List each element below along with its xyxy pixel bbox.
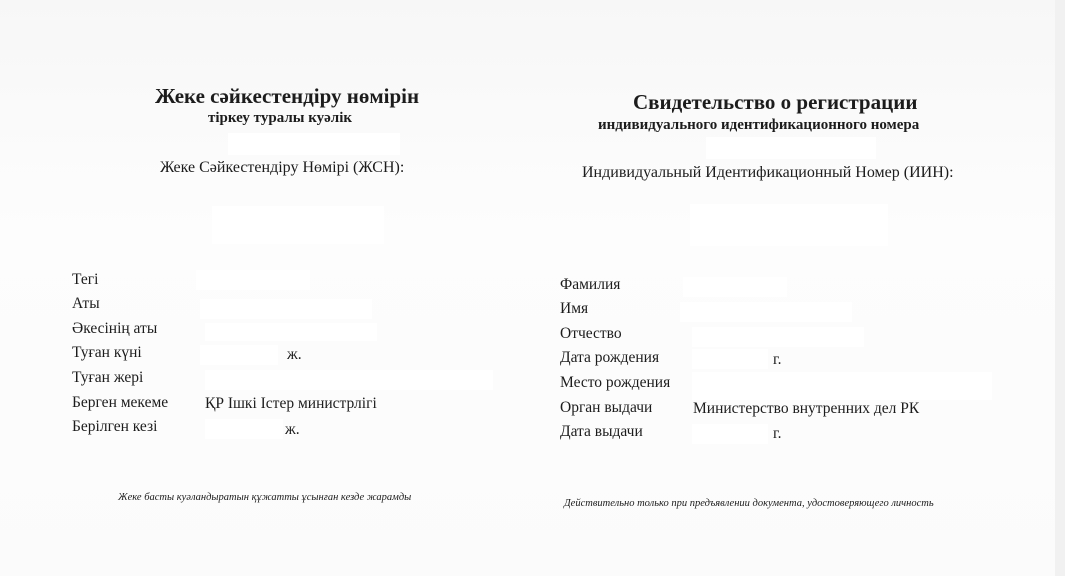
ru-label-patronymic: Отчество (560, 325, 622, 342)
ru-redaction-header (706, 137, 876, 159)
ru-label-birth-place: Место рождения (560, 374, 671, 391)
kk-label-birth-place: Туған жері (72, 369, 144, 386)
kk-issue-date-redaction (205, 419, 283, 439)
kk-label-issue-date: Берілген кезі (72, 418, 158, 435)
ru-label-issue-date: Дата выдачи (560, 423, 643, 440)
kk-surname-redaction (196, 270, 310, 290)
ru-name-redaction (680, 302, 852, 322)
kk-issuer-value: ҚР Ішкі Істер министрлігі (205, 395, 377, 412)
ru-birth-date-redaction (692, 349, 768, 369)
kk-label-issuer: Берген мекеме (72, 394, 169, 411)
kk-label-patronymic: Әкесінің аты (72, 320, 158, 337)
kk-label-surname: Тегі (72, 271, 99, 288)
kk-number-redaction (212, 206, 384, 244)
ru-issue-date-suffix: г. (773, 425, 782, 442)
kk-title: Жеке сәйкестендіру нөмірін (155, 84, 420, 108)
ru-subtitle: индивидуального идентификационного номера (598, 117, 920, 133)
ru-surname-redaction (683, 277, 787, 297)
kk-label-name: Аты (72, 295, 100, 312)
kk-number-label: Жеке Сәйкестендіру Нөмірі (ЖСН): (160, 159, 405, 176)
kk-redaction-header (228, 133, 400, 155)
kk-birth-place-redaction (205, 370, 493, 390)
kk-validity-note: Жеке басты куәландыратын құжатты ұсынған кезде жарамды (118, 492, 412, 503)
ru-label-birth-date: Дата рождения (560, 349, 660, 366)
kk-name-redaction (200, 299, 372, 319)
kk-patronymic-redaction (205, 323, 377, 341)
kk-label-birth-date: Туған күні (72, 344, 142, 361)
ru-label-issuer: Орган выдачи (560, 399, 653, 416)
ru-issuer-value: Министерство внутренних дел РК (693, 400, 920, 417)
kk-subtitle: тіркеу туралы куәлік (208, 110, 353, 126)
ru-label-name: Имя (560, 300, 589, 317)
kk-birth-date-suffix: ж. (287, 346, 302, 363)
ru-title: Свидетельство о регистрации (633, 90, 918, 114)
ru-label-surname: Фамилия (560, 276, 621, 293)
kk-birth-date-redaction (200, 345, 278, 365)
ru-validity-note: Действительно только при предъявлении документа, удостоверяющего личность (564, 498, 934, 509)
ru-number-label: Индивидуальный Идентификационный Номер (ИИН): (582, 164, 954, 181)
ru-patronymic-redaction (692, 327, 864, 347)
kk-issue-date-suffix: ж. (285, 421, 300, 438)
scan-edge (1055, 0, 1065, 576)
ru-number-redaction (690, 204, 888, 246)
ru-birth-date-suffix: г. (773, 351, 782, 368)
ru-issue-date-redaction (692, 424, 768, 444)
ru-birth-place-redaction (692, 372, 992, 400)
